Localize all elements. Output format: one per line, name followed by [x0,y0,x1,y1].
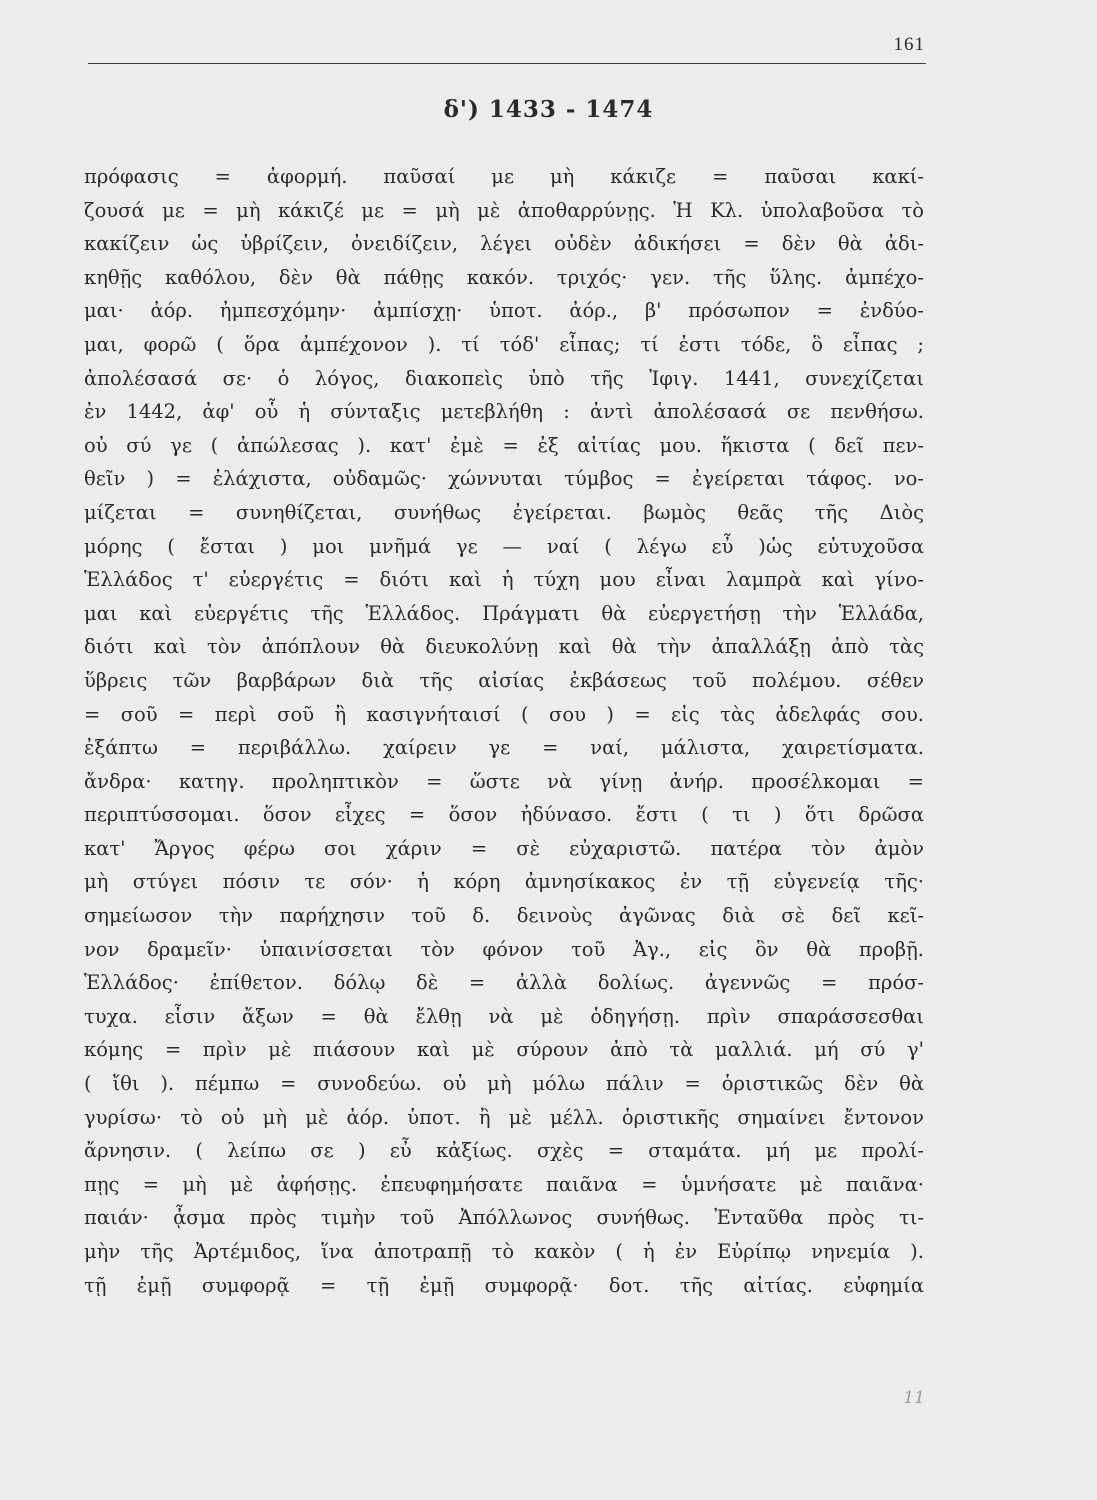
header-rule [88,63,926,64]
page-number: 161 [893,34,925,55]
text-line: ἐξάπτω = περιβάλλω. χαίρειν γε = ναί, μάλιστα, χαιρετίσματα. [84,736,924,760]
text-line: τυχα. εἶσιν ἄξων = θὰ ἔλθῃ νὰ μὲ ὁδηγήσῃ. πρὶν σπαράσσεσθαι [84,1004,924,1028]
text-line: ἐν 1442, ἀφ' οὗ ἡ σύνταξις μετεβλήθη : ἀντὶ ἀπολέσασά σε πενθήσω. [84,400,924,424]
text-line: μόρης ( ἔσται ) μοι μνῆμά γε — ναί ( λέγω εὖ )ὡς εὐτυχοῦσα [84,534,924,558]
text-line: τῇ ἐμῇ συμφορᾷ = τῇ ἐμῇ συμφορᾷ· δοτ. τῆς αἰτίας. εὐφημία [84,1273,924,1297]
text-line: κατ' Ἄργος φέρω σοι χάριν = σὲ εὐχαριστῶ. πατέρα τὸν ἀμὸν [84,836,924,860]
section-heading: δ') 1433 - 1474 [443,96,654,123]
text-line: ὕβρεις τῶν βαρβάρων διὰ τῆς αἰσίας ἐκβάσεως τοῦ πολέμου. σέθεν [84,668,924,692]
text-line: ἄρνησιν. ( λείπω σε ) εὖ κἀξίως. σχὲς = σταμάτα. μή με προλί- [84,1139,924,1163]
text-line: διότι καὶ τὸν ἀπόπλουν θὰ διευκολύνῃ καὶ θὰ τὴν ἀπαλλάξῃ ἀπὸ τὰς [84,635,924,659]
corner-mark: 11 [903,1388,925,1408]
text-line: κακίζειν ὡς ὑβρίζειν, ὀνειδίζειν, λέγει οὐδὲν ἀδικήσει = δὲν θὰ ἀδι- [84,232,924,256]
text-line: μαι· ἀόρ. ἠμπεσχόμην· ἀμπίσχῃ· ὑποτ. ἀόρ., β' πρόσωπον = ἐνδύο- [84,299,924,323]
text-line: μὴν τῆς Ἀρτέμιδος, ἵνα ἀποτραπῇ τὸ κακὸν ( ἡ ἐν Εὐρίπῳ νηνεμία ). [84,1240,924,1263]
text-line: γυρίσω· τὸ οὐ μὴ μὲ ἀόρ. ὑποτ. ἢ μὲ μέλλ. ὁριστικῆς σημαίνει ἔντονον [84,1105,924,1129]
text-line: παιάν· ᾆσμα πρὸς τιμὴν τοῦ Ἀπόλλωνος συνήθως. Ἐνταῦθα πρὸς τι- [84,1206,924,1230]
text-line: περιπτύσσομαι. ὅσον εἶχες = ὅσον ἠδύνασο. ἔστι ( τι ) ὅτι δρῶσα [84,803,924,827]
text-line: κηθῇς καθόλου, δὲν θὰ πάθῃς κακόν. τριχός· γεν. τῆς ὕλης. ἀμπέχο- [84,265,924,289]
text-line: ἄνδρα· κατηγ. προληπτικὸν = ὥστε νὰ γίνῃ ἀνήρ. προσέλκομαι = [84,769,924,793]
text-line: μὴ στύγει πόσιν τε σόν· ἡ κόρη ἀμνησίκακος ἐν τῇ εὐγενείᾳ τῆς· [84,870,924,894]
text-line: Ἑλλάδος· ἐπίθετον. δόλῳ δὲ = ἀλλὰ δολίως. ἀγεννῶς = πρόσ- [84,971,924,995]
text-line: οὐ σύ γε ( ἀπώλεσας ). κατ' ἐμὲ = ἐξ αἰτίας μου. ἥκιστα ( δεῖ πεν- [84,433,924,457]
text-line: πρόφασις = ἀφορμή. παῦσαί με μὴ κάκιζε = παῦσαι κακί- [84,165,924,188]
text-line: Ἑλλάδος τ' εὐεργέτις = διότι καὶ ἡ τύχη μου εἶναι λαμπρὰ καὶ γίνο- [84,568,924,592]
text-line: μαι, φορῶ ( ὅρα ἀμπέχονον ). τί τόδ' εἶπας; τί ἐστι τόδε, ὃ εἶπας ; [84,332,924,356]
text-line: θεῖν ) = ἐλάχιστα, οὐδαμῶς· χώννυται τύμβος = ἐγείρεται τάφος. νο- [84,467,924,491]
text-line: πῃς = μὴ μὲ ἀφήσῃς. ἐπευφημήσατε παιᾶνα = ὑμνήσατε μὲ παιᾶνα· [84,1172,924,1196]
text-line: ἀπολέσασά σε· ὁ λόγος, διακοπεὶς ὑπὸ τῆς Ἰφιγ. 1441, συνεχίζεται [84,366,924,390]
text-line: ζουσά με = μὴ κάκιζέ με = μὴ μὲ ἀποθαρρύνῃς. Ἡ Κλ. ὑπολαβοῦσα τὸ [84,198,924,222]
text-line: κόμης = πρὶν μὲ πιάσουν καὶ μὲ σύρουν ἀπὸ τὰ μαλλιά. μή σύ γ' [84,1038,924,1062]
body-text [84,160,924,1302]
text-line: νον δραμεῖν· ὑπαινίσσεται τὸν φόνον τοῦ Ἀγ., εἰς ὃν θὰ προβῇ. [84,937,924,961]
text-line: μίζεται = συνηθίζεται, συνήθως ἐγείρεται. βωμὸς θεᾶς τῆς Διὸς [84,500,924,524]
text-line: μαι καὶ εὐεργέτις τῆς Ἑλλάδος. Πράγματι θὰ εὐεργετήσῃ τὴν Ἑλλάδα, [84,601,924,625]
text-line: = σοῦ = περὶ σοῦ ἢ κασιγνήταισί ( σου ) = εἰς τὰς ἀδελφάς σου. [84,702,924,726]
text-line: ( ἴθι ). πέμπω = συνοδεύω. οὐ μὴ μόλω πάλιν = ὁριστικῶς δὲν θὰ [84,1072,924,1096]
text-line: σημείωσον τὴν παρήχησιν τοῦ δ. δεινοὺς ἀγῶνας διὰ σὲ δεῖ κεῖ- [84,904,924,928]
